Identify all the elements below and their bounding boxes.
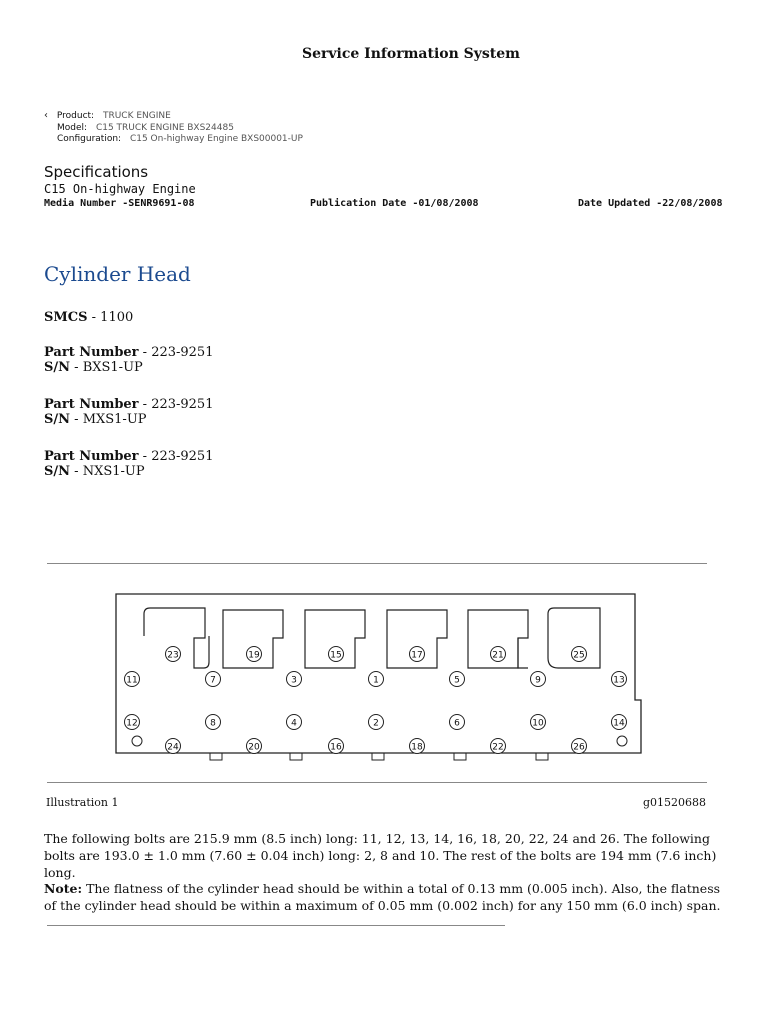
illustration-id: g01520688 <box>642 796 706 809</box>
smcs-label: SMCS <box>44 310 88 325</box>
dowel-hole <box>132 736 142 746</box>
spec-title: Specifications <box>44 163 149 181</box>
bolt-number: 19 <box>248 650 260 661</box>
bolt-number: 17 <box>411 650 423 661</box>
dowel-hole <box>617 736 627 746</box>
part-number-value: - 223-9251 <box>138 397 214 412</box>
product-label: Product: <box>56 111 95 121</box>
bolt-number: 18 <box>411 742 423 753</box>
bolt-number: 22 <box>492 742 504 753</box>
part-number-label: Part Number <box>44 449 139 464</box>
bolt-number: 26 <box>573 742 585 753</box>
bolt-number: 5 <box>454 675 460 686</box>
system-title: Service Information System <box>302 46 520 62</box>
part-block <box>44 449 213 479</box>
divider-end <box>47 925 505 926</box>
bolt-number: 14 <box>613 718 625 729</box>
bolt-number: 2 <box>373 718 379 729</box>
bolt-number: 6 <box>454 718 460 729</box>
divider-top <box>47 563 707 564</box>
product-value: TRUCK ENGINE <box>102 111 171 121</box>
bolt-number: 20 <box>248 742 260 753</box>
config-value: C15 On-highway Engine BXS00001-UP <box>129 134 303 144</box>
breadcrumb <box>44 110 303 146</box>
note-text: The flatness of the cylinder head should be within a total of 0.13 mm (0.005 inch). Also, the flatness of the cylinder head should be within a maximum of 0.05 mm (0.002 inch) for any 150 mm (6.0 inch) span. <box>44 881 721 913</box>
note-label: Note: <box>44 881 83 896</box>
part-number-value: - 223-9251 <box>138 345 214 360</box>
model-value: C15 TRUCK ENGINE BXS24485 <box>95 122 234 133</box>
bolt-number: 21 <box>492 650 504 661</box>
bolt-number: 7 <box>210 675 216 686</box>
serial-label: S/N <box>44 464 71 479</box>
bolt-callouts <box>125 647 627 754</box>
serial-label: S/N <box>44 412 71 427</box>
media-number: Media Number -SENR9691-08 <box>44 198 195 209</box>
bolt-number: 25 <box>573 650 585 661</box>
serial-label: S/N <box>44 360 71 375</box>
bolt-length-paragraph: The following bolts are 215.9 mm (8.5 inch) long: 11, 12, 13, 14, 16, 18, 20, 22, 24 and 26. The following bolts are 193.0 ± 1.0 mm (7.60 ± 0.04 inch) long: 2, 8 and 10. The rest of the bolts are 194 mm (7.6 inch) long. <box>44 831 717 880</box>
bolt-number: 12 <box>126 718 138 729</box>
bolt-number: 23 <box>167 650 179 661</box>
bolt-number: 10 <box>532 718 544 729</box>
spec-subtitle: C15 On-highway Engine <box>44 182 196 196</box>
serial-value: - MXS1-UP <box>70 412 147 427</box>
part-number-value: - 223-9251 <box>138 449 214 464</box>
serial-value: - BXS1-UP <box>70 360 143 375</box>
date-updated: Date Updated -22/08/2008 <box>578 198 723 209</box>
config-label: Configuration: <box>57 134 122 144</box>
bolt-number: 4 <box>291 718 297 729</box>
smcs-field <box>44 310 133 325</box>
part-block <box>44 345 213 375</box>
serial-value: - NXS1-UP <box>70 464 145 479</box>
part-number-label: Part Number <box>44 345 139 360</box>
model-label: Model: <box>57 122 88 133</box>
bolt-number: 16 <box>330 742 342 753</box>
note-paragraph <box>44 880 724 914</box>
illustration-label: Illustration 1 <box>46 796 119 809</box>
bolt-number: 3 <box>291 675 297 686</box>
divider-bottom <box>47 782 707 783</box>
bolt-number: 15 <box>330 650 342 661</box>
bolt-number: 8 <box>210 718 216 729</box>
part-block <box>44 397 213 427</box>
bolt-number: 24 <box>167 742 179 753</box>
part-number-label: Part Number <box>44 397 139 412</box>
back-chevron-icon[interactable]: ‹ <box>44 110 48 121</box>
publication-date: Publication Date -01/08/2008 <box>310 198 479 209</box>
bolt-number: 11 <box>126 675 138 686</box>
bolt-number: 1 <box>373 675 379 686</box>
smcs-value: - 1100 <box>87 310 134 325</box>
cylinder-head-diagram <box>110 588 650 768</box>
page-title: Cylinder Head <box>44 262 191 286</box>
bolt-number: 13 <box>613 675 625 686</box>
bolt-number: 9 <box>535 675 541 686</box>
